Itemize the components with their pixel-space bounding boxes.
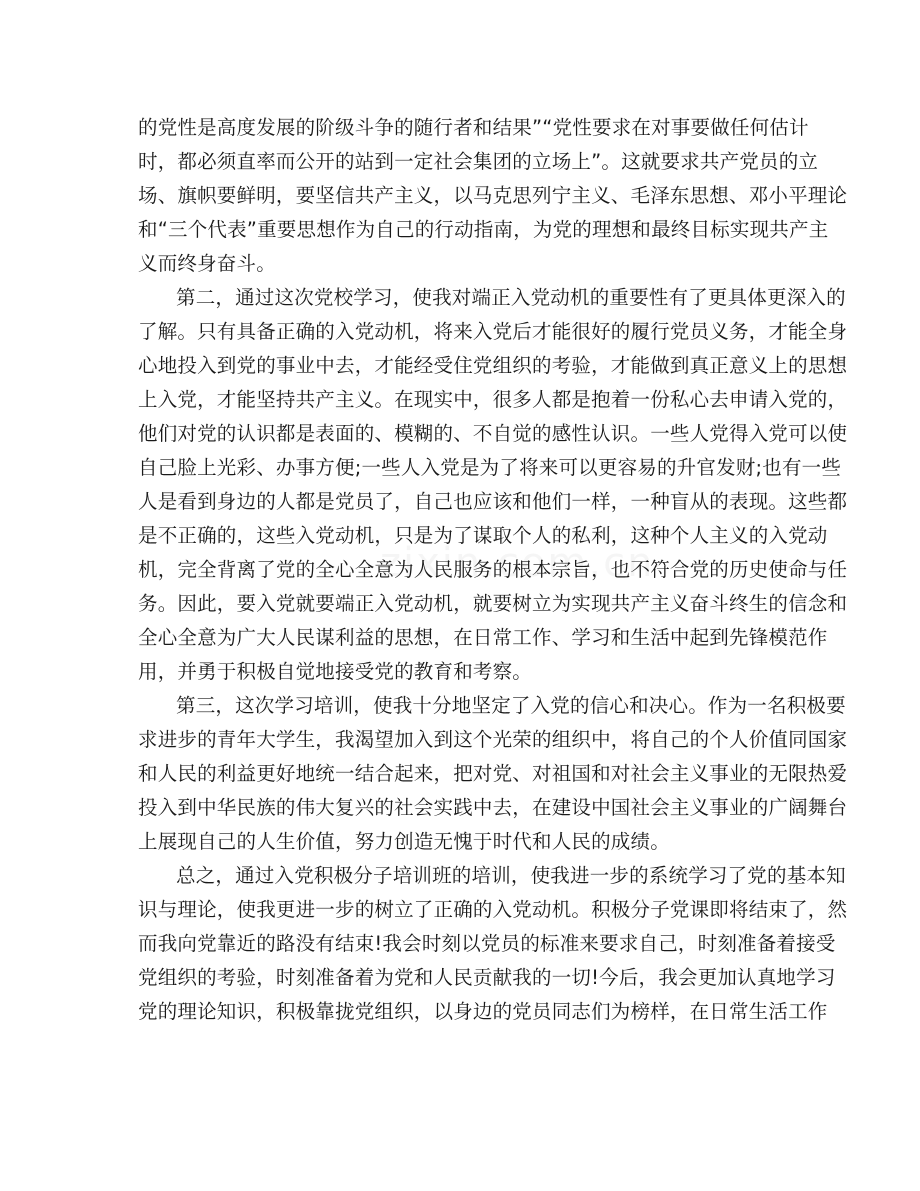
paragraph-line: 机，完全背离了党的全心全意为人民服务的根本宗旨，也不符合党的历史使命与任 [138, 558, 848, 581]
paragraph-line: 时，都必须直率而公开的站到一定社会集团的立场上”。这就要求共产党员的立 [138, 150, 819, 173]
paragraph-line: 的党性是高度发展的阶级斗争的随行者和结果”“党性要求在对事要做任何估计 [138, 116, 809, 139]
paragraph [138, 689, 848, 859]
paragraph [138, 859, 848, 1029]
paragraph-line: 上展现自己的人生价值，努力创造无愧于时代和人民的成绩。 [138, 830, 670, 853]
paragraph [138, 111, 848, 281]
paragraph-line: 他们对党的认识都是表面的、模糊的、不自觉的感性认识。一些人党得入党可以使 [138, 422, 848, 445]
paragraph-line: 是不正确的，这些入党动机，只是为了谋取个人的私利，这种个人主义的入党动 [138, 524, 828, 547]
paragraph-line: 总之，通过入党积极分子培训班的培训，使我进一步的系统学习了党的基本知 [176, 864, 846, 887]
paragraph-line: 用，并勇于积极自觉地接受党的教育和考察。 [138, 660, 533, 683]
paragraph-line: 自己脸上光彩、办事方便;一些人入党是为了将来可以更容易的升官发财;也有一些 [138, 456, 842, 479]
paragraph-line: 务。因此，要入党就要端正入党动机，就要树立为实现共产主义奋斗终生的信念和 [138, 592, 848, 615]
paragraph-line: 了解。只有具备正确的入党动机，将来入党后才能很好的履行党员义务，才能全身 [138, 320, 848, 343]
paragraph-line: 投入到中华民族的伟大复兴的社会实践中去，在建设中国社会主义事业的广阔舞台 [138, 796, 848, 819]
paragraph-line: 第二，通过这次党校学习，使我对端正入党动机的重要性有了更具体更深入的 [176, 286, 846, 309]
paragraph-line: 党组织的考验，时刻准备着为党和人民贡献我的一切!今后，我会更加认真地学习 [138, 966, 836, 989]
paragraph-line: 识与理论，使我更进一步的树立了正确的入党动机。积极分子党课即将结束了，然 [138, 898, 848, 921]
paragraph-line: 和人民的利益更好地统一结合起来，把对党、对祖国和对社会主义事业的无限热爱 [138, 762, 848, 785]
paragraph-line: 而我向党靠近的路没有结束!我会时刻以党员的标准来要求自己，时刻准备着接受 [138, 932, 836, 955]
paragraph-line: 和“三个代表”重要思想作为自己的行动指南，为党的理想和最终目标实现共产主 [138, 218, 829, 241]
paragraph-line: 义而终身奋斗。 [138, 252, 276, 275]
paragraph-line: 求进步的青年大学生，我渴望加入到这个光荣的组织中，将自己的个人价值同国家 [138, 728, 848, 751]
paragraph-line: 心地投入到党的事业中去，才能经受住党组织的考验，才能做到真正意义上的思想 [138, 354, 848, 377]
paragraph [138, 281, 848, 689]
paragraph-line: 上入党，才能坚持共产主义。在现实中，很多人都是抱着一份私心去申请入党的， [138, 388, 848, 411]
paragraph-line: 场、旗帜要鲜明，要坚信共产主义，以马克思列宁主义、毛泽东思想、邓小平理论 [138, 184, 848, 207]
paragraph-line: 全心全意为广大人民谋利益的思想，在日常工作、学习和生活中起到先锋模范作 [138, 626, 828, 649]
document-body [138, 111, 848, 1029]
paragraph-line: 党的理论知识，积极靠拢党组织，以身边的党员同志们为榜样，在日常生活工作 [138, 1000, 828, 1023]
paragraph-line: 人是看到身边的人都是党员了，自己也应该和他们一样，一种盲从的表现。这些都 [138, 490, 848, 513]
paragraph-line: 第三，这次学习培训，使我十分地坚定了入党的信心和决心。作为一名积极要 [176, 694, 846, 717]
